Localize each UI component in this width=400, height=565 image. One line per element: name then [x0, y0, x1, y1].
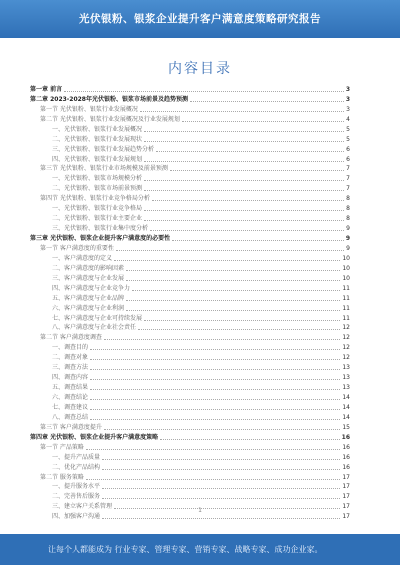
toc-entry-text: 第三章 光伏银粉、银浆企业提升客户满意度的必要性 — [30, 235, 171, 242]
toc-entry-text: 四、加强客户沟通 — [52, 513, 101, 521]
toc-entry-page: 17 — [342, 473, 350, 481]
page-number: 1 — [198, 507, 202, 514]
toc-entry-page: 8 — [346, 215, 350, 223]
toc-dot-leader — [126, 300, 340, 301]
toc-dot-leader — [190, 101, 344, 102]
toc-entry-item[interactable] — [30, 392, 350, 402]
toc-entry-page: 12 — [342, 334, 350, 342]
toc-entry-page: 13 — [342, 364, 350, 372]
toc-entry-chapter[interactable] — [30, 94, 350, 104]
toc-entry-page: 13 — [342, 374, 350, 382]
toc-entry-text: 六、客户满意度与企业利润 — [52, 304, 125, 312]
toc-dot-leader — [126, 310, 340, 311]
toc-entry-page: 15 — [342, 423, 350, 431]
toc-dot-leader — [152, 200, 344, 201]
toc-dot-leader — [156, 151, 344, 152]
report-header-banner — [0, 0, 400, 38]
toc-entry-item[interactable] — [30, 283, 350, 293]
toc-entry-item[interactable] — [30, 134, 350, 144]
toc-entry-page: 3 — [346, 105, 350, 113]
toc-dot-leader — [126, 280, 340, 281]
toc-entry-text: 第一节 客户满意度的重要性 — [40, 244, 114, 252]
toc-entry-text: 六、调查结论 — [52, 394, 89, 401]
toc-entry-section[interactable] — [30, 164, 350, 174]
toc-entry-text: 七、客户满意度与企业可持续发展 — [52, 314, 143, 322]
toc-entry-text: 第二章 2023-2028年光伏银粉、银浆市场前景及趋势预测 — [30, 95, 188, 103]
toc-entry-item[interactable] — [30, 293, 350, 303]
toc-entry-text: 第一章 前言 — [30, 85, 63, 93]
toc-dot-leader — [90, 399, 340, 400]
toc-entry-page: 16 — [341, 433, 350, 441]
toc-dot-leader — [144, 210, 344, 211]
toc-entry-page: 17 — [342, 513, 350, 521]
toc-entry-text: 第一节 光伏银粉、银浆行业发展概况 — [40, 105, 138, 113]
toc-entry-item[interactable] — [30, 462, 350, 472]
toc-entry-text: 第二节 光伏银粉、银浆行业发展概况及行业发展规划 — [40, 115, 180, 123]
toc-entry-page: 3 — [345, 95, 350, 103]
toc-entry-item[interactable] — [30, 372, 350, 382]
toc-dot-leader — [102, 518, 340, 519]
toc-entry-page: 5 — [346, 125, 350, 133]
toc-entry-page: 16 — [342, 443, 350, 451]
toc-entry-text: 一、客户满意度的定义 — [52, 254, 113, 262]
toc-dot-leader — [104, 339, 340, 340]
toc-entry-item[interactable] — [30, 183, 350, 193]
toc-entry-page: 11 — [342, 304, 350, 312]
toc-dot-leader — [102, 459, 340, 460]
toc-dot-leader — [144, 161, 344, 162]
toc-dot-leader — [104, 429, 340, 430]
toc-entry-page: 3 — [345, 85, 350, 93]
toc-entry-item[interactable] — [30, 362, 350, 372]
toc-entry-section[interactable] — [30, 332, 350, 342]
toc-entry-item[interactable] — [30, 154, 350, 164]
toc-entry-item[interactable] — [30, 213, 350, 223]
toc-entry-section[interactable] — [30, 193, 350, 203]
toc-entry-page: 16 — [342, 463, 350, 471]
report-title: 光伏银粉、银浆企业提升客户满意度策略研究报告 — [79, 13, 321, 25]
toc-dot-leader — [140, 111, 344, 112]
toc-entry-item[interactable] — [30, 342, 350, 352]
toc-entry-page: 7 — [346, 165, 350, 173]
toc-entry-text: 三、光伏银粉、银浆行业集中度分析 — [52, 225, 149, 233]
toc-entry-item[interactable] — [30, 203, 350, 213]
toc-dot-leader — [90, 359, 340, 360]
toc-entry-page: 8 — [346, 195, 350, 203]
toc-entry-page: 17 — [342, 503, 350, 511]
toc-entry-item[interactable] — [30, 412, 350, 422]
toc-entry-text: 二、客户满意度的影响因素 — [52, 264, 125, 272]
table-of-contents — [30, 84, 350, 521]
toc-entry-page: 16 — [342, 453, 350, 461]
toc-entry-section[interactable] — [30, 422, 350, 432]
toc-entry-item[interactable] — [30, 263, 350, 273]
toc-entry-text: 四、光伏银粉、银浆行业发展规划 — [52, 155, 143, 163]
toc-title: 内容目录 — [168, 61, 232, 77]
toc-dot-leader — [144, 131, 344, 132]
toc-dot-leader — [86, 449, 340, 450]
toc-entry-page: 14 — [342, 394, 350, 401]
toc-entry-text: 二、调查对象 — [52, 354, 89, 362]
toc-dot-leader — [144, 180, 344, 181]
toc-entry-text: 第三节 客户满意度提升 — [40, 423, 102, 431]
toc-entry-item[interactable] — [30, 382, 350, 392]
toc-entry-text: 一、光伏银粉、银浆市场规模分析 — [52, 175, 143, 183]
toc-entry-text: 四、客户满意度与企业竞争力 — [52, 284, 131, 292]
toc-entry-chapter[interactable] — [30, 432, 350, 442]
toc-entry-item[interactable] — [30, 253, 350, 263]
toc-entry-item[interactable] — [30, 491, 350, 501]
toc-entry-item[interactable] — [30, 223, 350, 233]
toc-entry-text: 三、客户满意度与企业发展 — [52, 274, 125, 282]
toc-entry-section[interactable] — [30, 442, 350, 452]
toc-dot-leader — [144, 220, 344, 221]
toc-entry-item[interactable] — [30, 313, 350, 323]
toc-entry-text: 三、建立客户关系管理 — [52, 503, 113, 511]
toc-dot-leader — [102, 498, 340, 499]
toc-entry-item[interactable] — [30, 352, 350, 362]
toc-entry-section[interactable] — [30, 243, 350, 253]
toc-entry-page: 10 — [342, 274, 350, 282]
toc-dot-leader — [144, 190, 344, 191]
toc-dot-leader — [126, 270, 340, 271]
toc-dot-leader — [114, 260, 340, 261]
toc-dot-leader — [170, 170, 344, 171]
toc-dot-leader — [90, 349, 340, 350]
toc-dot-leader — [160, 439, 340, 440]
toc-entry-page: 17 — [342, 483, 350, 491]
toc-dot-leader — [182, 121, 344, 122]
toc-entry-section[interactable] — [30, 472, 350, 482]
toc-entry-text: 第四章 光伏银粉、银浆企业提升客户满意度策略 — [30, 433, 159, 441]
toc-entry-text: 三、调查方法 — [52, 364, 89, 372]
toc-dot-leader — [138, 329, 340, 330]
toc-entry-page: 17 — [342, 493, 350, 501]
toc-entry-section[interactable] — [30, 104, 350, 114]
toc-entry-text: 二、完善售后服务 — [52, 493, 101, 501]
toc-entry-text: 第二节 客户满意度调查 — [40, 334, 102, 342]
toc-entry-text: 五、客户满意度与企业品牌 — [52, 294, 125, 302]
toc-entry-page: 13 — [342, 384, 350, 392]
toc-entry-item[interactable] — [30, 402, 350, 412]
toc-dot-leader — [116, 250, 344, 251]
toc-entry-chapter[interactable] — [30, 233, 350, 243]
toc-entry-page: 5 — [346, 135, 350, 143]
toc-entry-text: 五、调查结果 — [52, 384, 89, 392]
toc-dot-leader — [102, 488, 340, 489]
toc-entry-text: 四、调查内容 — [52, 374, 89, 382]
toc-entry-page: 10 — [342, 254, 350, 262]
toc-entry-page: 12 — [342, 354, 350, 362]
toc-entry-item[interactable] — [30, 144, 350, 154]
toc-entry-text: 八、调查总结 — [52, 413, 89, 421]
toc-entry-item[interactable] — [30, 323, 350, 333]
footer-slogan: 让每个人都能成为 行业专家、管理专家、营销专家、战略专家、成功企业家。 — [48, 545, 323, 554]
toc-dot-leader — [102, 469, 340, 470]
toc-entry-text: 二、优化产品结构 — [52, 463, 101, 471]
toc-entry-text: 第三节 光伏银粉、银浆行业市场规模及前景预测 — [40, 165, 168, 173]
toc-entry-text: 二、光伏银粉、银浆市场前景预测 — [52, 185, 143, 193]
toc-entry-page: 9 — [346, 225, 350, 233]
toc-entry-page: 14 — [342, 403, 350, 411]
toc-dot-leader — [144, 141, 344, 142]
toc-entry-text: 一、光伏银粉、银浆行业发展概况 — [52, 125, 143, 133]
toc-dot-leader — [90, 409, 340, 410]
toc-entry-page: 11 — [342, 284, 350, 292]
toc-dot-leader — [132, 290, 340, 291]
toc-dot-leader — [172, 240, 344, 241]
toc-entry-page: 9 — [345, 235, 350, 242]
toc-entry-page: 7 — [346, 185, 350, 193]
toc-entry-item[interactable] — [30, 303, 350, 313]
toc-entry-text: 一、提升服务水平 — [52, 483, 101, 491]
toc-entry-text: 一、提升产品质量 — [52, 453, 101, 461]
toc-entry-text: 第二节 服务策略 — [40, 473, 84, 481]
toc-dot-leader — [90, 369, 340, 370]
toc-entry-text: 一、调查目的 — [52, 344, 89, 352]
toc-entry-text: 三、光伏银粉、银浆行业发展趋势分析 — [52, 145, 155, 153]
toc-entry-page: 11 — [342, 314, 350, 322]
toc-entry-item[interactable] — [30, 482, 350, 492]
toc-entry-page: 6 — [346, 155, 350, 163]
toc-entry-page: 10 — [342, 264, 350, 272]
toc-entry-page: 6 — [346, 145, 350, 153]
toc-entry-page: 11 — [342, 294, 350, 302]
toc-dot-leader — [150, 230, 344, 231]
toc-dot-leader — [90, 379, 340, 380]
toc-entry-chapter[interactable] — [30, 84, 350, 94]
toc-entry-text: 二、光伏银粉、银浆行业发展现状 — [52, 135, 143, 143]
toc-dot-leader — [90, 419, 340, 420]
toc-entry-text: 第四节 光伏银粉、银浆行业竞争格局分析 — [40, 195, 150, 203]
toc-entry-page: 14 — [342, 413, 350, 421]
toc-dot-leader — [64, 91, 344, 92]
toc-entry-page: 12 — [342, 344, 350, 352]
footer-banner — [0, 534, 400, 565]
toc-dot-leader — [86, 479, 340, 480]
toc-dot-leader — [90, 389, 340, 390]
toc-entry-item[interactable] — [30, 124, 350, 134]
toc-dot-leader — [144, 320, 340, 321]
toc-entry-page: 8 — [346, 205, 350, 213]
toc-entry-page: 9 — [346, 244, 350, 252]
toc-entry-item[interactable] — [30, 452, 350, 462]
toc-entry-text: 第一节 产品策略 — [40, 443, 84, 451]
toc-entry-text: 二、光伏银粉、银浆行业主要企业 — [52, 215, 143, 223]
toc-entry-text: 八、客户满意度与企业社会责任 — [52, 324, 137, 332]
toc-entry-page: 4 — [346, 115, 350, 123]
toc-entry-text: 一、光伏银粉、银浆行业竞争格局 — [52, 205, 143, 213]
toc-entry-item[interactable] — [30, 273, 350, 283]
toc-entry-section[interactable] — [30, 114, 350, 124]
toc-entry-page: 12 — [342, 324, 350, 332]
toc-entry-page: 7 — [346, 175, 350, 183]
toc-entry-item[interactable] — [30, 173, 350, 183]
toc-entry-text: 七、调查建议 — [52, 403, 89, 411]
